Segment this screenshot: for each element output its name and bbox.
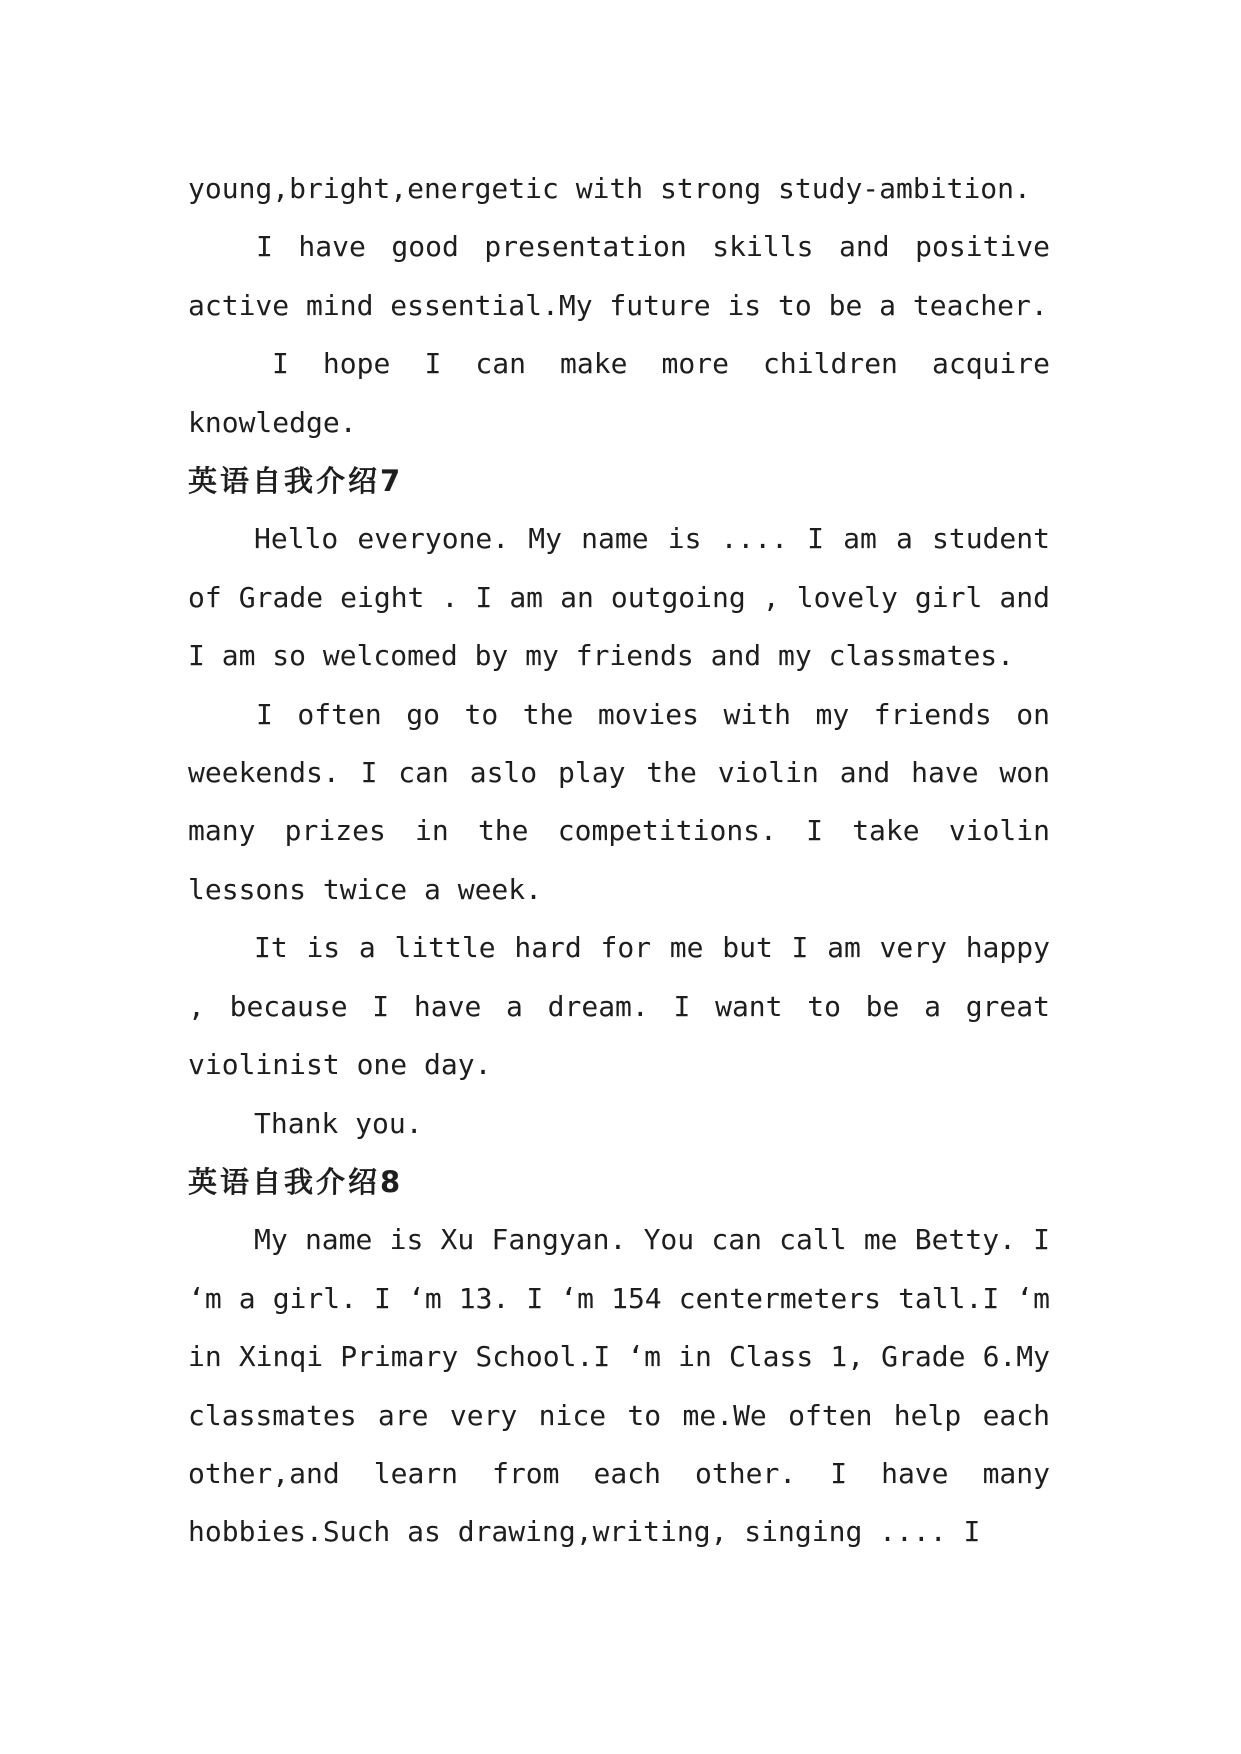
section-intro-7: [188, 452, 1050, 1153]
paragraph: young,bright,energetic with strong study-ambition.: [188, 172, 1031, 205]
section-intro-6-continued: [188, 160, 1050, 452]
section-heading: 英语自我介绍8: [188, 1164, 404, 1199]
paragraph: I have good presentation skills and positive active mind essential.My future is to be a teacher.: [188, 230, 1050, 322]
paragraph: I often go to the movies with my friends on weekends. I can aslo play the violin and have won many prizes in the competitions. I take violin lessons twice a week.: [188, 697, 1050, 906]
paragraph: I hope I can make more children acquire knowledge.: [188, 347, 1050, 439]
paragraph: Thank you.: [254, 1106, 423, 1140]
section-intro-8: [188, 1153, 1050, 1562]
document-page: [188, 160, 1050, 1562]
paragraph: It is a little hard for me but I am very happy , because I have a dream. I want to be a great violinist one day.: [188, 931, 1050, 1082]
section-heading: 英语自我介绍7: [188, 464, 404, 499]
paragraph: My name is Xu Fangyan. You can call me Betty. I ‘m a girl. I ‘m 13. I ‘m 154 centermeters tall.I ‘m in Xinqi Primary School.I ‘m in Class 1, Grade 6.My classmates are very nice to me.We often help each other,and learn from each other. I have many hobbies.Such as drawing,writing, singing .... I: [188, 1223, 1050, 1549]
paragraph: Hello everyone. My name is .... I am a student of Grade eight . I am an outgoing , lovely girl and I am so welcomed by my friends and my classmates.: [188, 522, 1050, 673]
